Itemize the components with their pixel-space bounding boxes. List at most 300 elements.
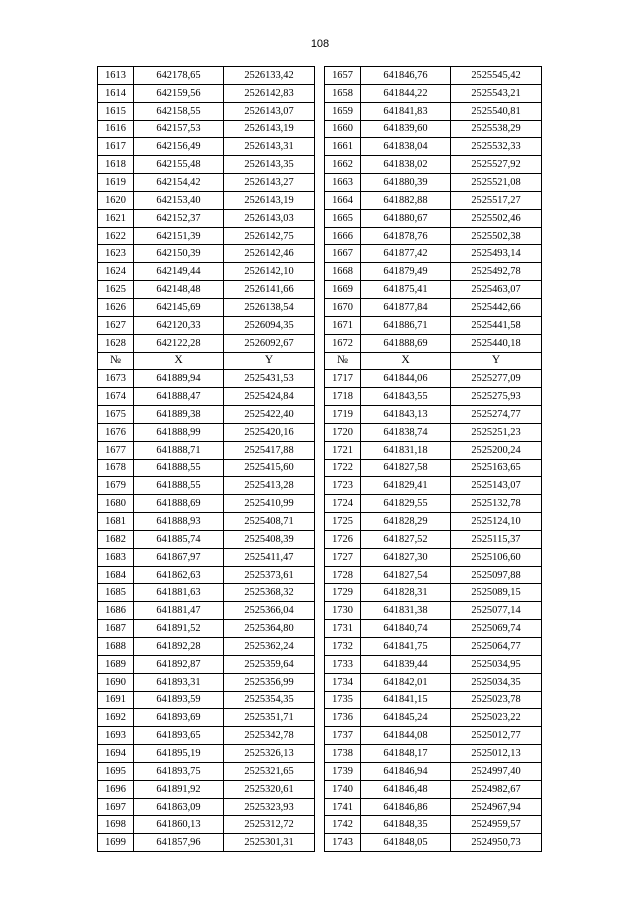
x-coordinate-left: 642151,39 [134,227,224,245]
column-gap [315,620,325,638]
y-coordinate-left: 2525342,78 [224,727,315,745]
point-number-right: 1740 [325,780,361,798]
point-number-right: 1660 [325,120,361,138]
point-number-right: 1728 [325,566,361,584]
point-number-left: 1617 [98,138,134,156]
x-coordinate-left: 641888,71 [134,441,224,459]
x-coordinate-left: 641892,87 [134,655,224,673]
x-coordinate-left: 642155,48 [134,156,224,174]
table-row [98,727,542,745]
point-number-left: 1614 [98,84,134,102]
column-gap [315,67,325,85]
y-coordinate-left: 2526143,19 [224,120,315,138]
y-coordinate-left: 2525366,04 [224,602,315,620]
y-coordinate-left: 2526142,83 [224,84,315,102]
point-number-left: 1626 [98,298,134,316]
point-number-left: 1692 [98,709,134,727]
y-coordinate-left: 2526142,75 [224,227,315,245]
x-coordinate-right: 641845,24 [361,709,451,727]
point-number-left: 1627 [98,316,134,334]
y-coordinate-left: 2525413,28 [224,477,315,495]
x-coordinate-right: 641848,17 [361,745,451,763]
point-number-left: 1678 [98,459,134,477]
x-coordinate-right: 641844,22 [361,84,451,102]
point-number-right: 1727 [325,548,361,566]
column-gap [315,334,325,352]
y-coordinate-left: 2525362,24 [224,638,315,656]
point-number-right: 1665 [325,209,361,227]
point-number-left: 1616 [98,120,134,138]
x-coordinate-right: 641888,69 [361,334,451,352]
point-number-left: 1615 [98,102,134,120]
column-gap [315,174,325,192]
x-coordinate-right: 641846,48 [361,780,451,798]
column-gap [315,245,325,263]
column-gap [315,816,325,834]
x-coordinate-right: 641828,29 [361,513,451,531]
x-coordinate-left: 641862,63 [134,566,224,584]
y-coordinate-right: 2525064,77 [451,638,542,656]
x-coordinate-left: 641860,13 [134,816,224,834]
y-coordinate-right: 2525023,22 [451,709,542,727]
point-number-right: 1661 [325,138,361,156]
column-gap [315,673,325,691]
point-number-left: 1685 [98,584,134,602]
y-coordinate-left: 2526143,31 [224,138,315,156]
table-row [98,477,542,495]
point-number-right: 1722 [325,459,361,477]
y-coordinate-right: 2525274,77 [451,406,542,424]
y-coordinate-left: 2526143,35 [224,156,315,174]
x-coordinate-right: 641843,13 [361,406,451,424]
point-number-right: 1734 [325,673,361,691]
point-number-left: 1693 [98,727,134,745]
column-gap [315,156,325,174]
point-number-right: 1664 [325,191,361,209]
x-coordinate-right: 641882,88 [361,191,451,209]
point-number-right: 1719 [325,406,361,424]
column-gap [315,298,325,316]
point-number-right: 1659 [325,102,361,120]
table-row [98,798,542,816]
y-coordinate-right: 2525023,78 [451,691,542,709]
x-coordinate-left: 641881,47 [134,602,224,620]
point-number-right: 1743 [325,834,361,852]
y-coordinate-right: 2525492,78 [451,263,542,281]
y-coordinate-right: 2525441,58 [451,316,542,334]
y-coordinate-right: 2525132,78 [451,495,542,513]
point-number-left: 1624 [98,263,134,281]
y-coordinate-left: 2525356,99 [224,673,315,691]
column-gap [315,316,325,334]
y-coordinate-right: 2525143,07 [451,477,542,495]
x-coordinate-right: 641838,02 [361,156,451,174]
x-coordinate-right: 641838,04 [361,138,451,156]
y-coordinate-left: 2525364,80 [224,620,315,638]
point-number-left: 1686 [98,602,134,620]
column-gap [315,370,325,388]
column-gap [315,227,325,245]
x-coordinate-left: 641867,97 [134,548,224,566]
x-coordinate-right: 641831,18 [361,441,451,459]
x-coordinate-left: 641888,55 [134,459,224,477]
point-number-left: 1688 [98,638,134,656]
x-coordinate-left: 641888,55 [134,477,224,495]
table-row [98,370,542,388]
column-gap [315,762,325,780]
point-number-left: 1625 [98,281,134,299]
x-coordinate-left: 641888,93 [134,513,224,531]
y-coordinate-left: 2525312,72 [224,816,315,834]
point-number-right: 1662 [325,156,361,174]
y-coordinate-right: 2524959,57 [451,816,542,834]
point-number-left: 1695 [98,762,134,780]
table-row [98,513,542,531]
column-gap [315,102,325,120]
point-number-left: 1691 [98,691,134,709]
point-number-right: 1737 [325,727,361,745]
x-coordinate-left: 641891,52 [134,620,224,638]
point-number-right: 1667 [325,245,361,263]
x-coordinate-left: 641888,69 [134,495,224,513]
point-number-right: 1738 [325,745,361,763]
y-coordinate-right: 2525106,60 [451,548,542,566]
column-gap [315,513,325,531]
y-coordinate-left: 2526142,10 [224,263,315,281]
point-number-left: 1687 [98,620,134,638]
header-x-right: X [361,352,451,370]
x-coordinate-left: 642159,56 [134,84,224,102]
point-number-right: 1731 [325,620,361,638]
coordinates-block-2 [98,370,542,852]
x-coordinate-right: 641880,39 [361,174,451,192]
point-number-left: 1618 [98,156,134,174]
column-gap [315,191,325,209]
header-number-right: № [325,352,361,370]
y-coordinate-left: 2526143,19 [224,191,315,209]
table-row [98,762,542,780]
x-coordinate-right: 641841,83 [361,102,451,120]
y-coordinate-left: 2525354,35 [224,691,315,709]
y-coordinate-right: 2525251,23 [451,423,542,441]
y-coordinate-left: 2525417,88 [224,441,315,459]
x-coordinate-right: 641828,31 [361,584,451,602]
column-gap [315,727,325,745]
x-coordinate-left: 642158,55 [134,102,224,120]
table-row [98,530,542,548]
x-coordinate-right: 641841,15 [361,691,451,709]
point-number-left: 1699 [98,834,134,852]
y-coordinate-right: 2524967,94 [451,798,542,816]
point-number-left: 1621 [98,209,134,227]
table-row [98,638,542,656]
x-coordinate-right: 641829,41 [361,477,451,495]
column-gap [315,120,325,138]
x-coordinate-left: 642152,37 [134,209,224,227]
y-coordinate-right: 2525012,77 [451,727,542,745]
y-coordinate-left: 2526133,42 [224,67,315,85]
y-coordinate-right: 2525540,81 [451,102,542,120]
point-number-left: 1683 [98,548,134,566]
column-gap [315,477,325,495]
y-coordinate-left: 2525415,60 [224,459,315,477]
point-number-right: 1669 [325,281,361,299]
y-coordinate-left: 2525326,13 [224,745,315,763]
point-number-right: 1724 [325,495,361,513]
y-coordinate-right: 2525532,33 [451,138,542,156]
table-row [98,227,542,245]
y-coordinate-right: 2525077,14 [451,602,542,620]
x-coordinate-left: 642122,28 [134,334,224,352]
y-coordinate-left: 2525368,32 [224,584,315,602]
point-number-left: 1684 [98,566,134,584]
point-number-left: 1620 [98,191,134,209]
table-row [98,602,542,620]
y-coordinate-right: 2525124,10 [451,513,542,531]
point-number-left: 1680 [98,495,134,513]
point-number-right: 1668 [325,263,361,281]
table-row [98,84,542,102]
header-block [98,352,542,370]
table-row [98,174,542,192]
table-row [98,209,542,227]
point-number-left: 1613 [98,67,134,85]
x-coordinate-left: 642154,42 [134,174,224,192]
column-gap [315,441,325,459]
y-coordinate-right: 2525527,92 [451,156,542,174]
x-coordinate-right: 641827,52 [361,530,451,548]
x-coordinate-left: 642148,48 [134,281,224,299]
header-y-left: Y [224,352,315,370]
y-coordinate-left: 2526141,66 [224,281,315,299]
column-gap [315,745,325,763]
table-row [98,388,542,406]
x-coordinate-left: 641893,69 [134,709,224,727]
y-coordinate-right: 2525277,09 [451,370,542,388]
y-coordinate-left: 2526143,27 [224,174,315,192]
point-number-left: 1676 [98,423,134,441]
x-coordinate-right: 641827,54 [361,566,451,584]
point-number-left: 1677 [98,441,134,459]
point-number-right: 1725 [325,513,361,531]
table-row [98,745,542,763]
y-coordinate-right: 2525069,74 [451,620,542,638]
column-gap [315,281,325,299]
x-coordinate-right: 641877,84 [361,298,451,316]
x-coordinate-left: 641893,31 [134,673,224,691]
x-coordinate-left: 642149,44 [134,263,224,281]
table-row [98,406,542,424]
x-coordinate-left: 642156,49 [134,138,224,156]
table-row [98,566,542,584]
point-number-right: 1733 [325,655,361,673]
point-number-right: 1730 [325,602,361,620]
table-row [98,245,542,263]
point-number-left: 1619 [98,174,134,192]
column-gap [315,638,325,656]
point-number-left: 1694 [98,745,134,763]
x-coordinate-right: 641846,86 [361,798,451,816]
y-coordinate-right: 2525521,08 [451,174,542,192]
y-coordinate-right: 2525442,66 [451,298,542,316]
column-gap [315,406,325,424]
x-coordinate-right: 641829,55 [361,495,451,513]
x-coordinate-right: 641838,74 [361,423,451,441]
x-coordinate-right: 641877,42 [361,245,451,263]
column-gap [315,691,325,709]
y-coordinate-right: 2525538,29 [451,120,542,138]
table-row [98,780,542,798]
table-row [98,709,542,727]
x-coordinate-right: 641844,08 [361,727,451,745]
point-number-right: 1736 [325,709,361,727]
x-coordinate-left: 641889,94 [134,370,224,388]
point-number-right: 1735 [325,691,361,709]
table-row [98,655,542,673]
point-number-right: 1672 [325,334,361,352]
point-number-right: 1658 [325,84,361,102]
y-coordinate-left: 2525431,53 [224,370,315,388]
header-x-left: X [134,352,224,370]
column-gap [315,834,325,852]
point-number-right: 1721 [325,441,361,459]
point-number-right: 1732 [325,638,361,656]
x-coordinate-right: 641827,30 [361,548,451,566]
y-coordinate-left: 2526092,67 [224,334,315,352]
column-gap [315,566,325,584]
table-row [98,67,542,85]
table-row [98,102,542,120]
x-coordinate-right: 641848,35 [361,816,451,834]
table-row [98,548,542,566]
table-row [98,334,542,352]
x-coordinate-right: 641878,76 [361,227,451,245]
table-row [98,441,542,459]
table-row [98,316,542,334]
point-number-left: 1697 [98,798,134,816]
x-coordinate-left: 641889,38 [134,406,224,424]
coordinates-block-1 [98,67,542,353]
table-row [98,423,542,441]
y-coordinate-left: 2525411,47 [224,548,315,566]
x-coordinate-right: 641844,06 [361,370,451,388]
y-coordinate-left: 2525320,61 [224,780,315,798]
y-coordinate-left: 2526138,54 [224,298,315,316]
y-coordinate-right: 2525440,18 [451,334,542,352]
x-coordinate-left: 641893,65 [134,727,224,745]
header-y-right: Y [451,352,542,370]
point-number-right: 1739 [325,762,361,780]
point-number-right: 1666 [325,227,361,245]
y-coordinate-left: 2525359,64 [224,655,315,673]
column-gap [315,138,325,156]
column-gap [315,352,325,370]
x-coordinate-left: 641863,09 [134,798,224,816]
y-coordinate-right: 2525200,24 [451,441,542,459]
x-coordinate-right: 641879,49 [361,263,451,281]
x-coordinate-right: 641848,05 [361,834,451,852]
point-number-left: 1622 [98,227,134,245]
x-coordinate-right: 641839,60 [361,120,451,138]
y-coordinate-right: 2524982,67 [451,780,542,798]
column-header-row [98,352,542,370]
y-coordinate-right: 2525163,65 [451,459,542,477]
y-coordinate-left: 2525422,40 [224,406,315,424]
table-row [98,495,542,513]
y-coordinate-right: 2524997,40 [451,762,542,780]
point-number-left: 1696 [98,780,134,798]
y-coordinate-left: 2525408,71 [224,513,315,531]
point-number-left: 1690 [98,673,134,691]
x-coordinate-left: 642178,65 [134,67,224,85]
x-coordinate-right: 641831,38 [361,602,451,620]
point-number-left: 1675 [98,406,134,424]
point-number-left: 1679 [98,477,134,495]
x-coordinate-left: 641857,96 [134,834,224,852]
column-gap [315,84,325,102]
column-gap [315,209,325,227]
point-number-right: 1718 [325,388,361,406]
point-number-left: 1628 [98,334,134,352]
point-number-right: 1671 [325,316,361,334]
header-number-left: № [98,352,134,370]
table-row [98,120,542,138]
point-number-right: 1723 [325,477,361,495]
column-gap [315,263,325,281]
y-coordinate-left: 2525373,61 [224,566,315,584]
y-coordinate-right: 2525097,88 [451,566,542,584]
table-row [98,673,542,691]
y-coordinate-left: 2525424,84 [224,388,315,406]
y-coordinate-right: 2525034,95 [451,655,542,673]
point-number-left: 1674 [98,388,134,406]
y-coordinate-left: 2525301,31 [224,834,315,852]
column-gap [315,530,325,548]
point-number-right: 1729 [325,584,361,602]
y-coordinate-left: 2525351,71 [224,709,315,727]
x-coordinate-right: 641875,41 [361,281,451,299]
table-row [98,816,542,834]
y-coordinate-left: 2525420,16 [224,423,315,441]
y-coordinate-right: 2525115,37 [451,530,542,548]
x-coordinate-right: 641842,01 [361,673,451,691]
page-number: 108 [310,38,330,50]
x-coordinate-left: 641891,92 [134,780,224,798]
x-coordinate-left: 642157,53 [134,120,224,138]
table-row [98,263,542,281]
column-gap [315,655,325,673]
y-coordinate-right: 2525463,07 [451,281,542,299]
x-coordinate-left: 642145,69 [134,298,224,316]
y-coordinate-right: 2525543,21 [451,84,542,102]
x-coordinate-right: 641839,44 [361,655,451,673]
y-coordinate-left: 2525321,65 [224,762,315,780]
point-number-right: 1717 [325,370,361,388]
y-coordinate-left: 2525408,39 [224,530,315,548]
y-coordinate-right: 2525502,38 [451,227,542,245]
column-gap [315,548,325,566]
y-coordinate-left: 2526143,03 [224,209,315,227]
y-coordinate-right: 2525034,35 [451,673,542,691]
x-coordinate-left: 641893,75 [134,762,224,780]
column-gap [315,423,325,441]
x-coordinate-right: 641886,71 [361,316,451,334]
point-number-right: 1670 [325,298,361,316]
x-coordinate-left: 641888,47 [134,388,224,406]
y-coordinate-right: 2525493,14 [451,245,542,263]
table-row [98,156,542,174]
x-coordinate-right: 641843,55 [361,388,451,406]
